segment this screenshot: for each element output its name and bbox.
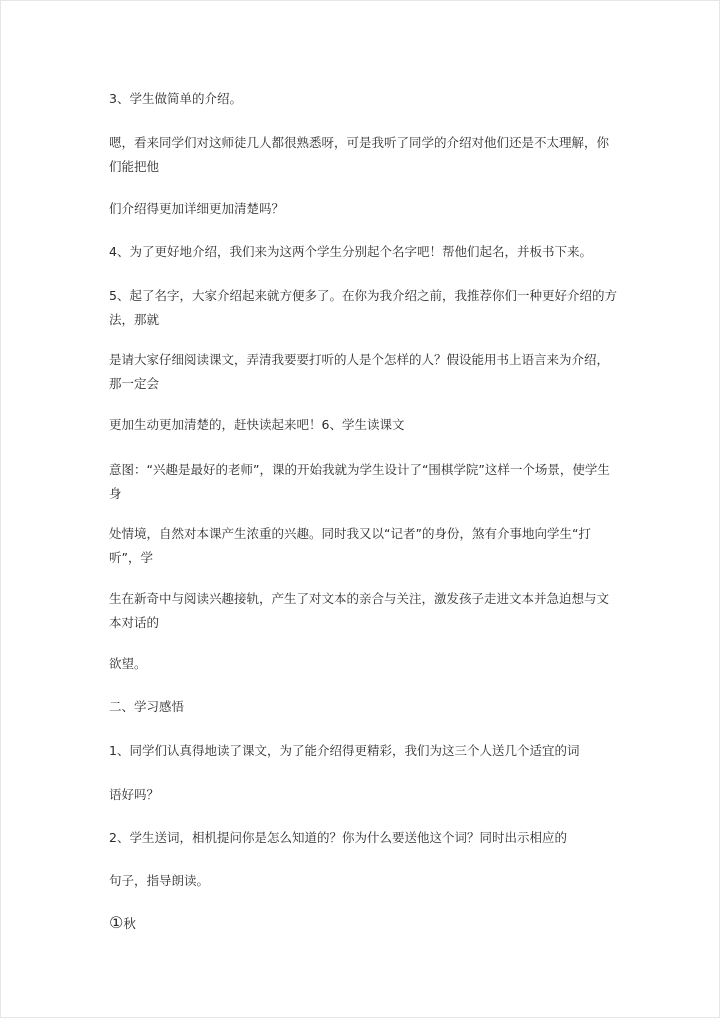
list-item-text: 秋: [123, 916, 136, 931]
section-heading-learning: 二、学习感悟: [109, 699, 185, 714]
paragraph-learning-1: 1、同学们认真得地读了课文，为了能介绍得更精彩，我们为这三个人送几个适宜的词: [109, 743, 580, 758]
paragraph-desire: 欲望。: [109, 656, 147, 671]
paragraph-intent: 意图：“兴趣是最好的老师”，课的开始我就为学生设计了“围棋学院”这样一个场景，使学生身: [109, 462, 610, 501]
paragraph-intent-end: 生在新奇中与阅读兴趣接轨，产生了对文本的亲合与关注，激发孩子走进文本并急迫想与文本对话的: [109, 591, 610, 630]
paragraph-step-5: 5、起了名字，大家介绍起来就方便多了。在你为我介绍之前，我推荐你们一种更好介绍的方法，那就: [109, 288, 617, 327]
paragraph-learning-1-continued: 语好吗？: [109, 787, 160, 802]
paragraph-intro-response: 嗯，看来同学们对这师徒几人都很熟悉呀，可是我听了同学的介绍对他们还是不太理解，你们能把他: [109, 135, 610, 174]
paragraph-learning-2-continued: 句子，指导朗读。: [109, 873, 210, 888]
paragraph-intent-continued: 处情境，自然对本课产生浓重的兴趣。同时我又以“记者”的身份，煞有介事地向学生“打听”，学: [109, 526, 591, 565]
circled-number-marker: ①: [109, 913, 124, 932]
paragraph-step-4: 4、为了更好地介绍，我们来为这两个学生分别起个名字吧！帮他们起名，并板书下来。: [109, 244, 592, 259]
paragraph-intro-continued: 们介绍得更加详细更加清楚吗？: [109, 201, 285, 216]
paragraph-read-text: 是请大家仔细阅读课文，弄清我要要打听的人是个怎样的人？假设能用书上语言来为介绍，那一定会: [109, 352, 610, 391]
paragraph-step-3: 3、学生做简单的介绍。: [109, 91, 242, 106]
paragraph-step-6: 更加生动更加清楚的，赶快读起来吧！6、学生读课文: [109, 417, 405, 432]
list-item-autumn: [109, 911, 619, 936]
paragraph-learning-2: 2、学生送词，相机提问你是怎么知道的？你为什么要送他这个词？同时出示相应的: [109, 830, 567, 845]
